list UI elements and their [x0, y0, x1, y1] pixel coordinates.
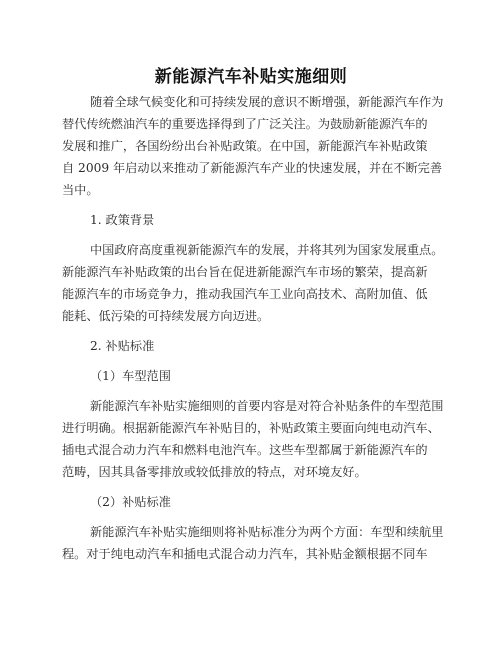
paragraph-line: 插电式混合动力汽车和燃料电池汽车。这些车型都属于新能源汽车的	[62, 443, 428, 457]
section-heading: 2. 补贴标准	[90, 339, 155, 353]
document-title: 新能源汽车补贴实施细则	[154, 67, 348, 87]
paragraph-line: 自 2009 年启动以来推动了新能源汽车产业的快速发展，并在不断完善	[62, 161, 443, 175]
paragraph-line: 能耗、低污染的可持续发展方向迈进。	[62, 309, 270, 323]
subsection-heading: （1）车型范围	[90, 369, 171, 383]
paragraph-line: 能源汽车的市场竞争力，推动我国汽车工业向高技术、高附加值、低	[62, 287, 428, 301]
paragraph-line: 进行明确。根据新能源汽车补贴目的，补贴政策主要面向纯电动汽车、	[62, 421, 440, 435]
paragraph-line: 中国政府高度重视新能源汽车的发展，并将其列为国家发展重点。	[90, 243, 444, 257]
paragraph-line: 范畴，因其具备零排放或较低排放的特点，对环境友好。	[62, 465, 367, 479]
paragraph-line: 随着全球气候变化和可持续发展的意识不断增强，新能源汽车作为	[90, 95, 444, 109]
paragraph-line: 新能源汽车补贴实施细则的首要内容是对符合补贴条件的车型范围	[90, 399, 444, 413]
paragraph-line: 新能源汽车补贴实施细则将补贴标准分为两个方面：车型和续航里	[90, 525, 444, 539]
subsection-heading: （2）补贴标准	[90, 495, 171, 509]
paragraph-line: 新能源汽车补贴政策的出台旨在促进新能源汽车市场的繁荣，提高新	[62, 265, 428, 279]
section-heading: 1. 政策背景	[90, 213, 155, 227]
paragraph-line: 当中。	[62, 183, 99, 197]
paragraph-line: 替代传统燃油汽车的重要选择得到了广泛关注。为鼓励新能源汽车的	[62, 117, 428, 131]
paragraph-line: 程。对于纯电动汽车和插电式混合动力汽车，其补贴金额根据不同车	[62, 547, 428, 561]
paragraph-line: 发展和推广，各国纷纷出台补贴政策。在中国，新能源汽车补贴政策	[62, 139, 428, 153]
